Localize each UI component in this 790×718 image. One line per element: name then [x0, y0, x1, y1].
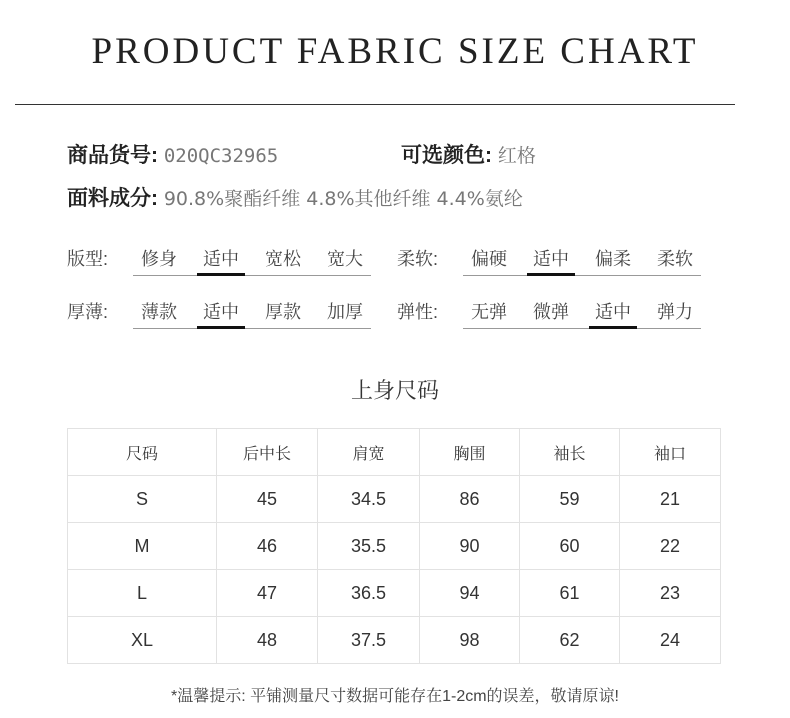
- property-option: 柔软: [657, 249, 693, 269]
- property-softness: [397, 245, 701, 276]
- size-cell: S: [68, 476, 217, 523]
- property-label: 厚薄:: [67, 302, 109, 322]
- property-option-selected: 适中: [195, 245, 247, 271]
- measurement-cell: 35.5: [318, 523, 420, 570]
- item-number-value: 020QC32965: [163, 145, 279, 167]
- item-number-label: 商品货号:: [67, 144, 158, 167]
- available-color: [401, 139, 536, 169]
- measurement-note: *温馨提示: 平铺测量尺寸数据可能存在1-2cm的误差，敬请原谅!: [170, 688, 620, 705]
- property-options: [133, 245, 371, 276]
- color-label: 可选颜色:: [401, 144, 492, 167]
- table-row: [68, 476, 721, 523]
- size-table-header-row: [68, 429, 721, 476]
- measurement-cell: 86: [420, 476, 520, 523]
- property-fit: [67, 245, 371, 276]
- column-header: 后中长: [217, 429, 318, 476]
- property-option: 无弹: [471, 302, 507, 322]
- measurement-cell: 61: [520, 570, 620, 617]
- measurement-cell: 59: [520, 476, 620, 523]
- property-option: 偏柔: [595, 249, 631, 269]
- column-header: 袖长: [520, 429, 620, 476]
- item-number: [67, 139, 278, 169]
- property-option-selected: 适中: [587, 298, 639, 324]
- measurement-cell: 21: [620, 476, 721, 523]
- measurement-cell: 45: [217, 476, 318, 523]
- measurement-cell: 47: [217, 570, 318, 617]
- property-label: 弹性:: [397, 302, 439, 322]
- measurement-cell: 90: [420, 523, 520, 570]
- property-option: 薄款: [141, 302, 177, 322]
- property-option: 宽大: [327, 249, 363, 269]
- measurement-cell: 37.5: [318, 617, 420, 664]
- measurement-cell: 98: [420, 617, 520, 664]
- measurement-cell: 24: [620, 617, 721, 664]
- property-label: 版型:: [67, 249, 109, 269]
- property-option: 弹力: [657, 302, 693, 322]
- measurement-cell: 34.5: [318, 476, 420, 523]
- size-cell: L: [68, 570, 217, 617]
- column-header: 袖口: [620, 429, 721, 476]
- color-value: 红格: [497, 145, 536, 167]
- fabric-label: 面料成分:: [67, 187, 158, 210]
- property-option: 偏硬: [471, 249, 507, 269]
- page-title: PRODUCT FABRIC SIZE CHART: [91, 31, 699, 72]
- measurement-cell: 46: [217, 523, 318, 570]
- property-option-selected: 适中: [525, 245, 577, 271]
- size-table: [67, 428, 721, 664]
- column-header: 胸围: [420, 429, 520, 476]
- size-table-title: 上身尺码: [350, 378, 439, 403]
- property-option: 厚款: [265, 302, 301, 322]
- property-label: 柔软:: [397, 249, 439, 269]
- property-option: 加厚: [327, 302, 363, 322]
- size-cell: XL: [68, 617, 217, 664]
- measurement-cell: 62: [520, 617, 620, 664]
- measurement-cell: 48: [217, 617, 318, 664]
- table-row: [68, 523, 721, 570]
- measurement-cell: 94: [420, 570, 520, 617]
- size-cell: M: [68, 523, 217, 570]
- measurement-cell: 36.5: [318, 570, 420, 617]
- property-options: [463, 245, 701, 276]
- table-row: [68, 617, 721, 664]
- property-option-selected: 适中: [195, 298, 247, 324]
- property-options: [463, 298, 701, 329]
- property-option: 微弹: [533, 302, 569, 322]
- property-option: 修身: [141, 249, 177, 269]
- column-header: 肩宽: [318, 429, 420, 476]
- column-header: 尺码: [68, 429, 217, 476]
- property-options: [133, 298, 371, 329]
- table-row: [68, 570, 721, 617]
- fabric-composition: [67, 182, 523, 212]
- property-thickness: [67, 298, 371, 329]
- title-divider: [15, 104, 735, 105]
- property-elasticity: [397, 298, 701, 329]
- measurement-cell: 60: [520, 523, 620, 570]
- measurement-cell: 23: [620, 570, 721, 617]
- property-option: 宽松: [265, 249, 301, 269]
- fabric-value: 90.8%聚酯纤维 4.8%其他纤维 4.4%氨纶: [163, 188, 523, 210]
- measurement-cell: 22: [620, 523, 721, 570]
